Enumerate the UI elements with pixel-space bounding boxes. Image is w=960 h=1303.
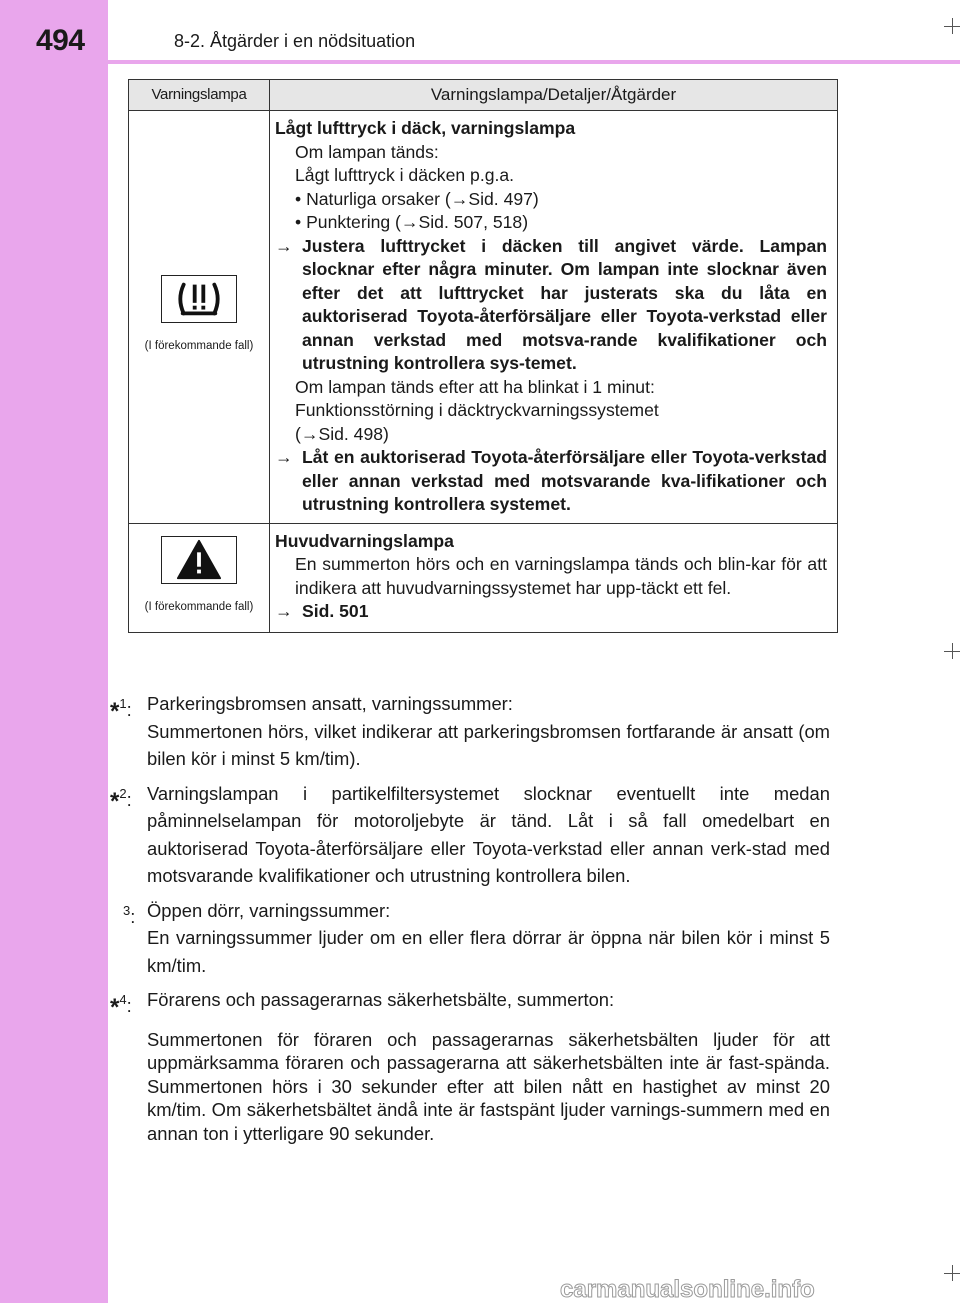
icon-cell: [129, 111, 270, 524]
page-number: 494: [36, 24, 85, 57]
footnote-heading: Varningslampan i partikelfiltersystemet slocknar eventuellt inte medan påminnelselampan för motoroljebyte är tänd. Låt i så fall omedelbart en auktoriserad Toyota-återförsäljare eller Toyota-verkstad eller annan verk-stad med motsvarande kvalifikationer och utrustning kontrollera bilen.: [147, 782, 830, 886]
detail-text: En summerton hörs och en varningslampa tänds och blin-kar för att indikera att huvudvarningssystemet har upp-täckt ett fel.: [295, 554, 827, 598]
detail-line: Funktionsstörning i däcktryckvarningssystemet: [295, 400, 659, 420]
arrow-icon: →: [275, 235, 293, 256]
footnote-1: [110, 690, 830, 773]
sidebar-band: [0, 0, 108, 1303]
arrow-icon: →: [400, 212, 419, 232]
lamp-title: Lågt lufttryck i däck, varningslampa: [275, 118, 576, 138]
footnote-heading: Förarens och passagerarnas säkerhetsbälte, summerton:: [147, 989, 615, 1010]
watermark-text: carmanualsonline.info: [560, 1276, 815, 1303]
icon-note: (I förekommande fall): [144, 601, 254, 613]
arrow-icon: →: [450, 188, 469, 209]
detail-line: (→Sid. 498): [295, 423, 389, 444]
detail-cell: [270, 523, 838, 632]
action-item: → Sid. 501: [275, 600, 827, 624]
footnote-4: [110, 986, 830, 1145]
arrow-icon: →: [275, 447, 293, 467]
bullet-item: • Naturliga orsaker (→Sid. 497): [295, 188, 539, 209]
table-row: [129, 111, 838, 524]
footnote-heading: Parkeringsbromsen ansatt, varningssummer:: [147, 693, 513, 714]
footnote-body: Summertonen för föraren och passagerarnas säkerhetsbälten ljuder för att uppmärksamma föraren och passagerarna att säkerhetsbälten inte är fast-spända. Summertonen hörs i 30 sekunder efter att bilen nått en hastighet av minst 20 km/tim. Om säkerhetsbältet ändå inte är fastspänt ljuder varnings-summern med en annan ton i ytterligare 90 sekunder.: [147, 1028, 830, 1144]
icon-note: (I förekommande fall): [144, 340, 254, 353]
action-item: → Justera lufttrycket i däcken till angivet värde. Lampan slocknar efter några minuter. Om lampan inte slocknar även efter det att lufttrycket har justerats ska du låta en auktoriserad Toyota-återförsäljare eller Toyota-verkstad eller annan verkstad med motsva-rande kvalifikationer och utrustning kontrollera sys-temet.: [275, 235, 827, 373]
footnote-3: [110, 897, 830, 980]
footnote-marker: *$^2$:: [110, 785, 132, 815]
detail-line: Om lampan tänds efter att ha blinkat i 1 minut:: [295, 376, 655, 397]
footnote-heading: Öppen dörr, varningssummer:: [147, 899, 391, 921]
icon-cell: [129, 523, 270, 632]
detail-line: Om lampan tänds:: [295, 141, 439, 162]
footnotes: [110, 690, 830, 1152]
table-row: [129, 523, 838, 632]
section-title: 8-2. Åtgärder i en nödsituation: [174, 31, 416, 51]
master-warning-icon: [161, 536, 237, 584]
detail-cell: [270, 111, 838, 524]
lamp-title: Huvudvarningslampa: [275, 530, 454, 551]
watermark: [560, 1275, 955, 1303]
footnote-marker: *$^1$:: [110, 696, 132, 725]
footnote-body: En varningssummer ljuder om en eller flera dörrar är öppna när bilen kör i minst 5 km/tim.: [147, 927, 830, 976]
tire-pressure-warning-icon: [161, 275, 237, 323]
footnote-marker: $^3$:: [123, 902, 136, 927]
action-item: → Låt en auktoriserad Toyota-återförsäljare eller Toyota-verkstad eller annan verkstad med motsvarande kva-lifikationer och utrustning kontrollera systemet.: [275, 447, 827, 514]
column-header-lamp: Varningslampa: [129, 80, 270, 111]
warning-lamp-table: [128, 79, 838, 633]
footnote-marker: *$^4$:: [110, 992, 132, 1021]
table-header-row: [129, 80, 838, 111]
footnote-body: Summertonen hörs, vilket indikerar att parkeringsbromsen fortfarande är ansatt (om bilen kör i minst 5 km/tim).: [147, 720, 830, 769]
arrow-icon: →: [275, 601, 293, 621]
detail-line: Lågt lufttryck i däcken p.g.a.: [295, 165, 515, 185]
bullet-item: • Punktering (→Sid. 507, 518): [295, 212, 529, 232]
header-rule: [108, 60, 960, 64]
footnote-2: [110, 780, 830, 890]
arrow-icon: →: [300, 423, 319, 444]
column-header-details: Varningslampa/Detaljer/Åtgärder: [270, 80, 838, 111]
